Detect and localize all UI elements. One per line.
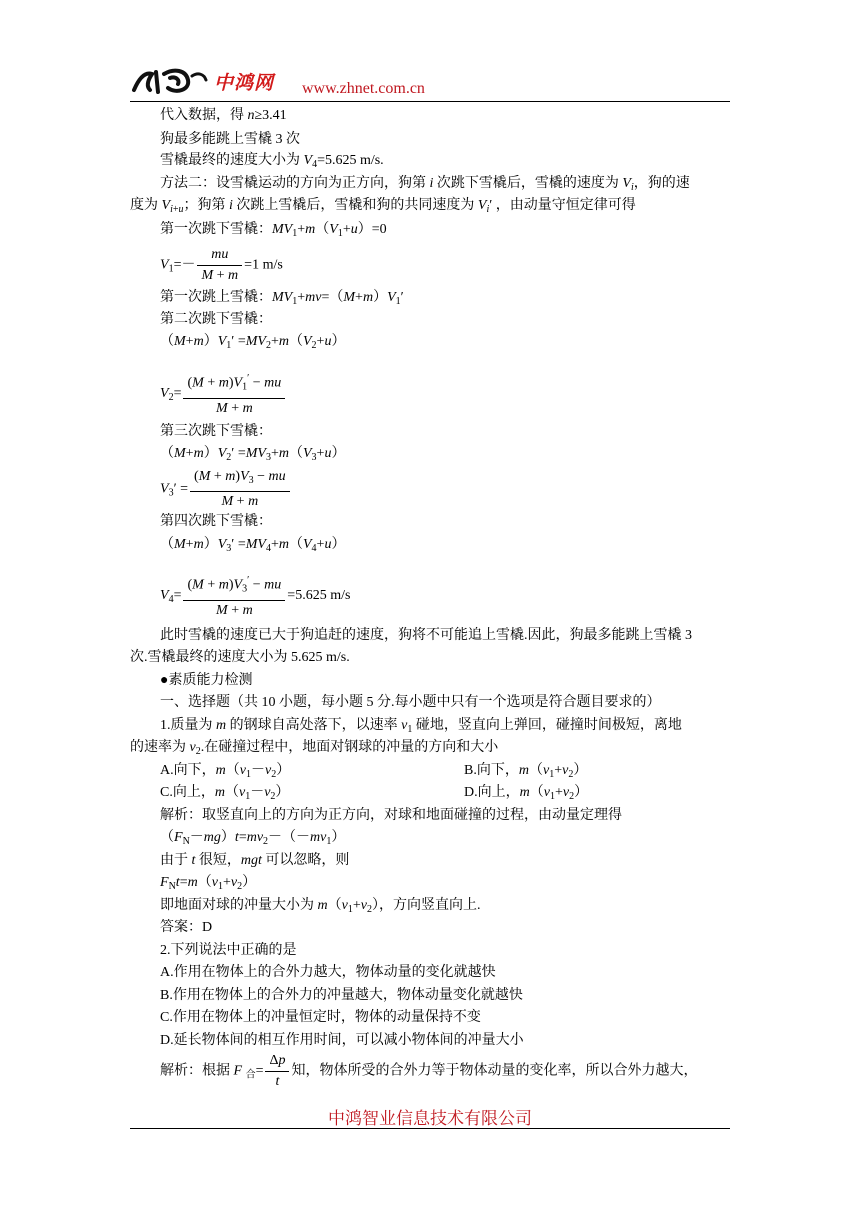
footer-company: 中鸿智业信息技术有限公司 — [328, 1109, 532, 1129]
text-line: 第一次跳上雪橇：$MV_1+mv=(M+m)V_1'$ — [160, 290, 404, 307]
text-line: 方法二：设雪橇运动的方向为正方向，狗第 i 次跳下雪橇后，雪橇的速度为 $V_i$，狗的速 — [160, 176, 690, 193]
equation-v4: $V_4=$ $\frac{(M + m)V_3' - mu}{M + m}$ =5.625 m/s — [160, 572, 350, 620]
text-line: 此时雪橇的速度已大于狗追赶的速度，狗将不可能追上雪橇.因此，狗最多能跳上雪橇 3 — [160, 628, 692, 643]
equation-v1: $V_1=-$ $\frac{mu}{M + m}$ =1 m/s — [160, 247, 283, 283]
text-line: 度为 $V_{i+u}$；狗第 i 次跳上雪橇后，雪橇和狗的共同速度为 $V_i'$ ，由动量守恒定律可得 — [130, 198, 636, 215]
option-b: B.作用在物体上的合外力的冲量越大，物体动量变化就越快 — [160, 988, 523, 1003]
text-line: 代入数据，得 n≥3.41 — [160, 108, 287, 123]
text-line: 第四次跳下雪橇： — [160, 514, 272, 529]
option-b: B.向下，$m(v_1+v_2)$ — [464, 763, 588, 780]
page-header — [130, 64, 730, 102]
equation-impulse: 解析：根据 F $_合$= $\frac{\Delta p}{t}$ 知，物体所受的合外力等于物体动量的变化率，所以合外力越大， — [160, 1053, 698, 1089]
option-d: D.延长物体间的相互作用时间，可以减小物体间的冲量大小 — [160, 1033, 524, 1048]
text-line: 雪橇最终的速度大小为 $V_4=5.625$ m/s. — [160, 153, 384, 170]
option-a: A.作用在物体上的合外力越大，物体动量的变化就越快 — [160, 965, 496, 980]
text-line: 即地面对球的冲量大小为 $m(v_1+v_2)$，方向竖直向上. — [160, 898, 481, 915]
question-1: 1.质量为 m 的钢球自高处落下，以速率 $v_1$ 碰地，竖直向上弹回，碰撞时间极短，离地 — [160, 718, 682, 735]
text-line: 一、选择题（共 10 小题，每小题 5 分.每小题中只有一个选项是符合题目要求的） — [160, 695, 661, 710]
zhnet-brush-logo-icon — [130, 66, 210, 96]
text-line: 次.雪橇最终的速度大小为 5.625 m/s. — [130, 650, 350, 665]
equation-v2: $V_2=$ $\frac{(M + m)V_1' - mu}{M + m}$ — [160, 370, 287, 418]
text-line: 由于 t 很短，mgt 可以忽略，则 — [160, 853, 350, 868]
equation-v3: $V_3'$ = $\frac{(M + m)V_3 - mu}{M + m}$ — [160, 468, 292, 511]
section-title: ●素质能力检测 — [160, 673, 253, 688]
site-url[interactable]: www.zhnet.com.cn — [302, 80, 425, 97]
text-line: 第一次跳下雪橇：$MV_1+m(V_1+u)=0$ — [160, 222, 387, 239]
logo-text: 中鸿网 — [214, 72, 275, 94]
header-rule — [130, 101, 730, 102]
text-line: 第三次跳下雪橇： — [160, 424, 272, 439]
text-line: $(M+m)V_3' =MV_4+m(V_4+u)$ — [160, 537, 346, 554]
answer-line: 答案：D — [160, 920, 213, 935]
text-line: $(F_N-mg)t=mv_2-(-mv_1)$ — [160, 830, 346, 847]
text-line: $(M+m)V_2' =MV_3+m(V_3+u)$ — [160, 446, 346, 463]
option-c: C.作用在物体上的冲量恒定时，物体的动量保持不变 — [160, 1010, 481, 1025]
option-c: C.向上，$m(v_1-v_2)$ — [160, 785, 290, 802]
footer-rule — [130, 1128, 730, 1129]
option-a: A.向下，$m(v_1-v_2)$ — [160, 763, 291, 780]
text-line: 第二次跳下雪橇： — [160, 312, 272, 327]
text-line: $F_Nt=m(v_1+v_2)$ — [160, 875, 257, 892]
text-line: 的速率为 $v_2$.在碰撞过程中，地面对钢球的冲量的方向和大小 — [130, 740, 499, 757]
text-line: 狗最多能跳上雪橇 3 次 — [160, 132, 300, 147]
text-line: $(M+m)V_1' =MV_2+m(V_2+u)$ — [160, 334, 346, 351]
text-line: 解析：取竖直向上的方向为正方向，对球和地面碰撞的过程，由动量定理得 — [160, 808, 622, 823]
option-d: D.向上，$m(v_1+v_2)$ — [464, 785, 589, 802]
question-2: 2.下列说法中正确的是 — [160, 943, 297, 958]
